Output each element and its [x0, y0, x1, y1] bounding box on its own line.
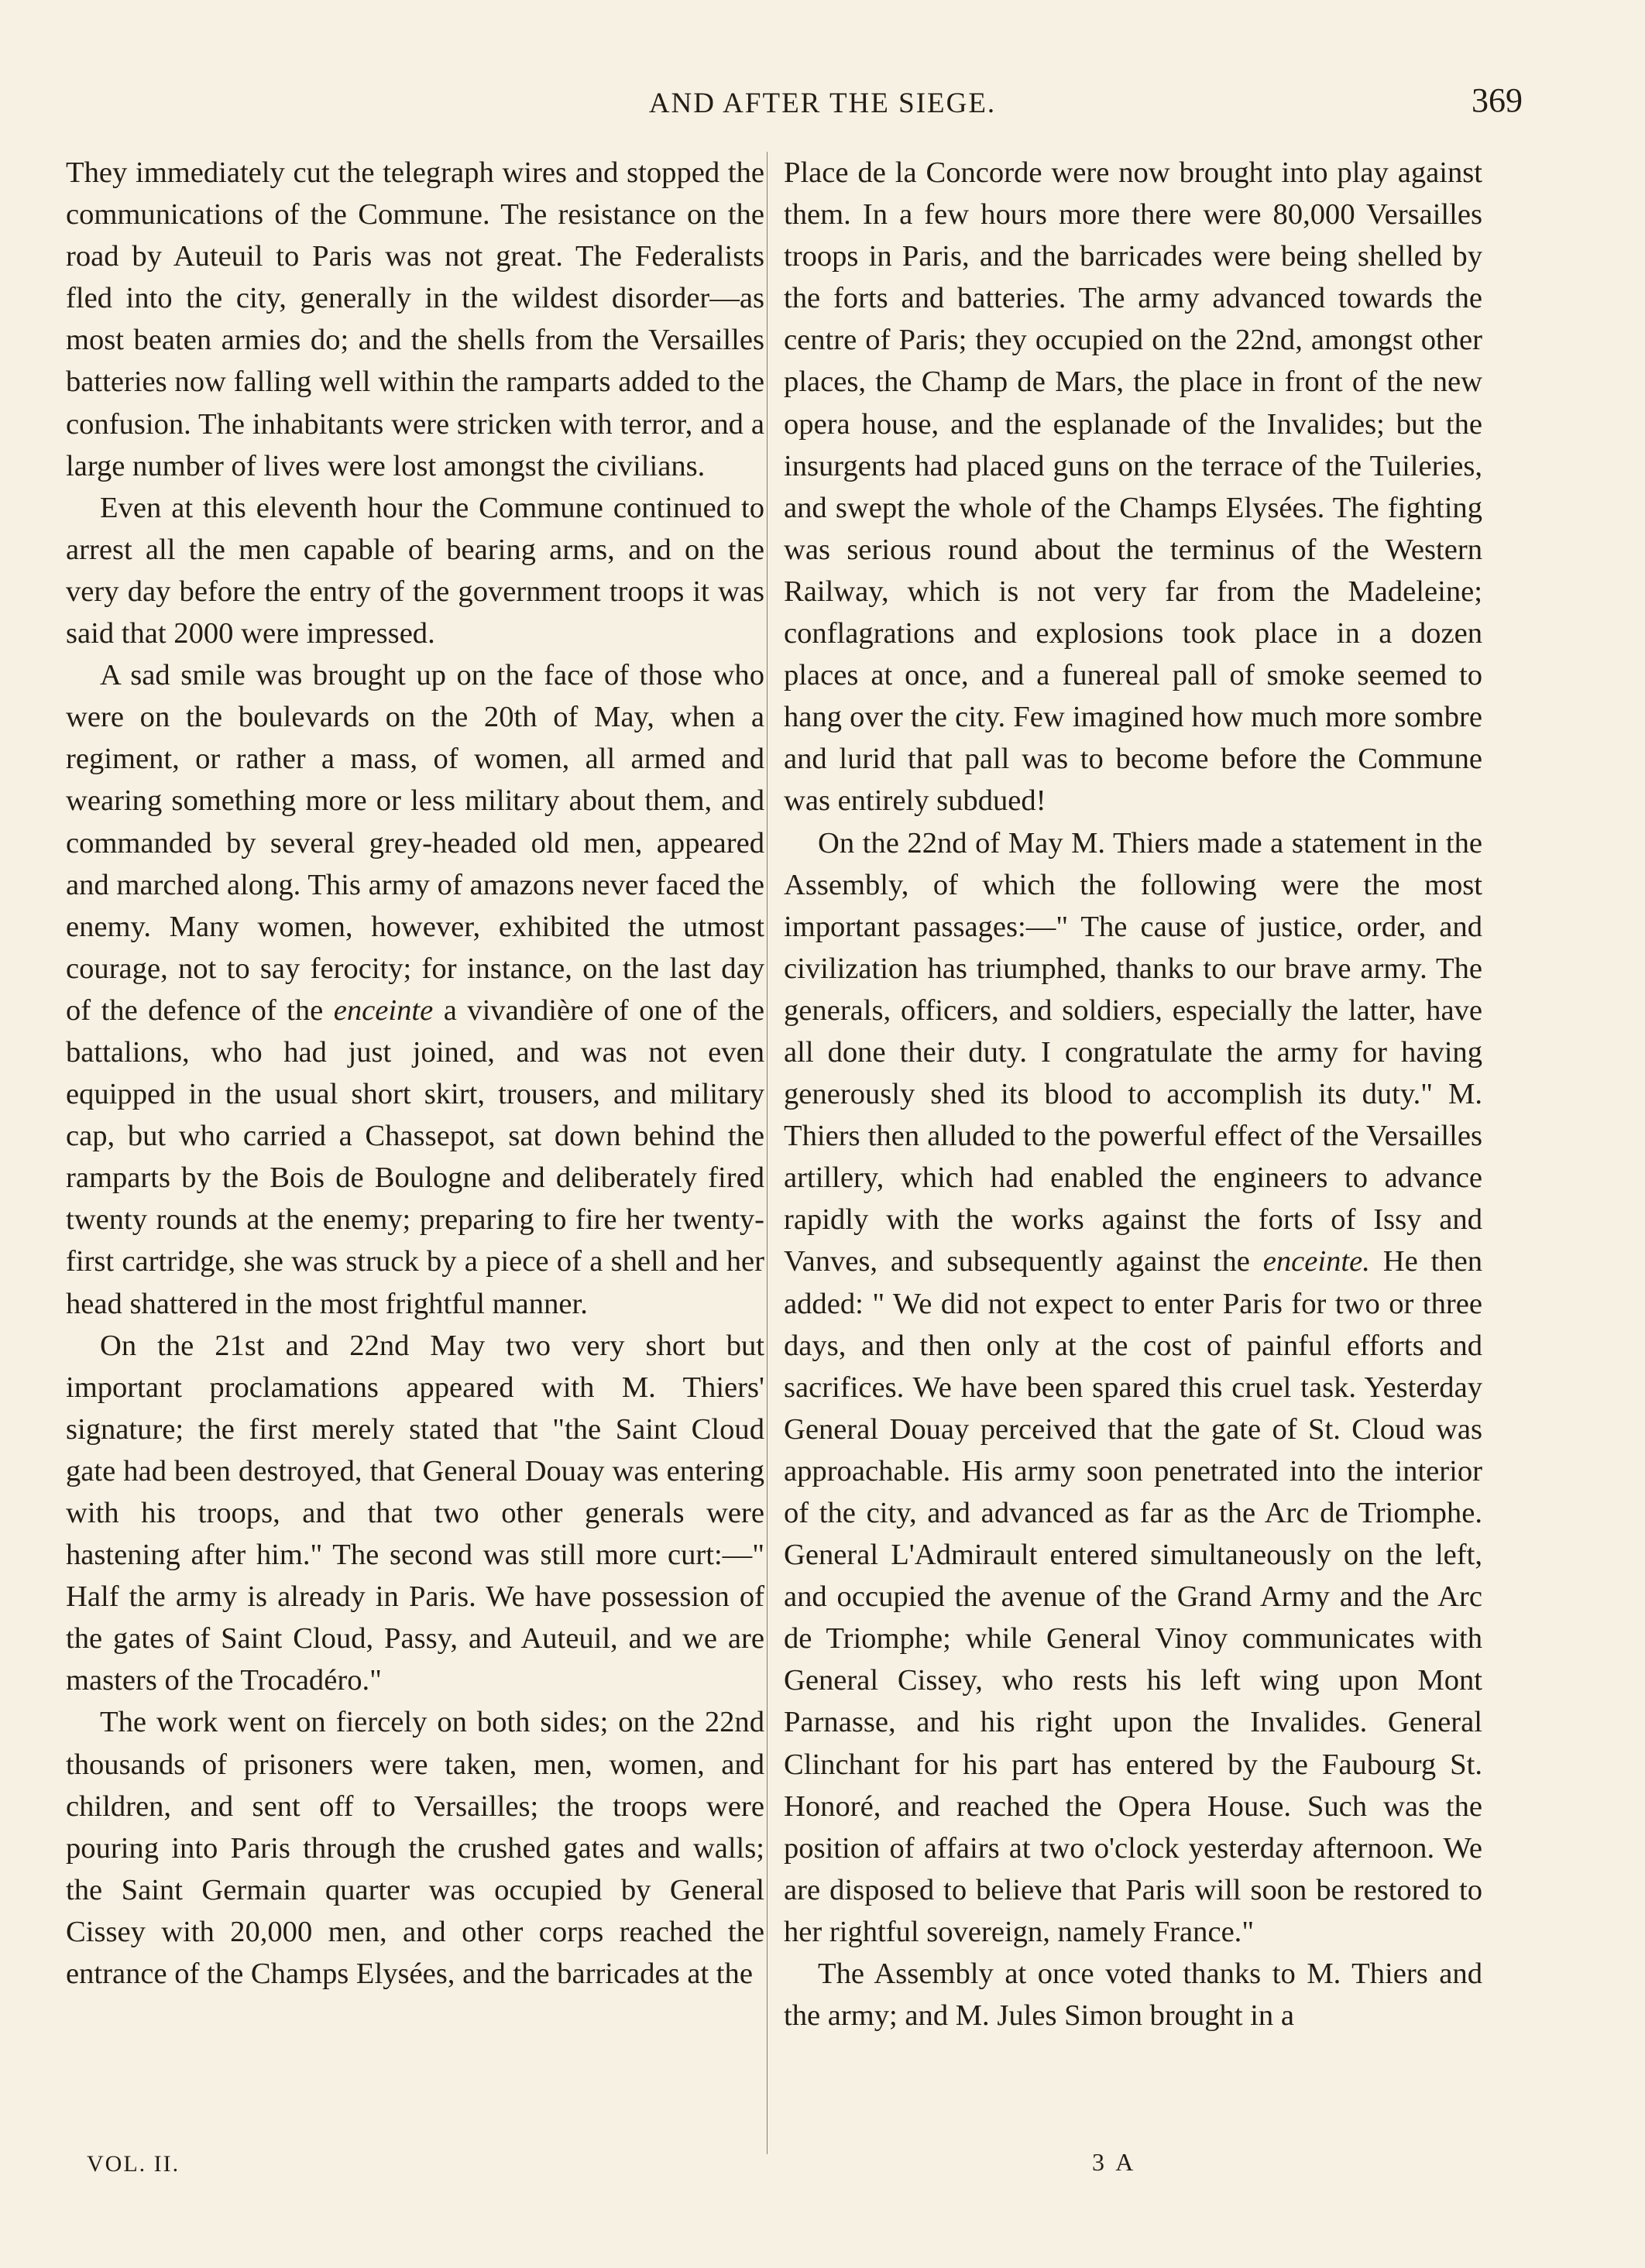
- running-head: [0, 77, 1645, 132]
- paragraph: [66, 654, 764, 1325]
- text-run: On the 22nd of May M. Thiers made a statement in the Assembly, of which the following were the most important passages:—" The cause of justice, order, and civilization has triumphed, thanks to our brave army. The generals, officers, and soldiers, especially the latter, have all done their duty. I congratulate the army for having generously shed its blood to accomplish its duty." M. Thiers then alluded to the powerful effect of the Versailles artillery, which had enabled the engineers to advance rapidly with the works against the forts of Issy and Vanves, and subsequently against the: [784, 826, 1482, 1278]
- page-number: 369: [1472, 81, 1523, 119]
- paragraph: On the 21st and 22nd May two very short but important proclamations appeared with M. Thiers' signature; the first merely stated that "the Saint Cloud gate had been destroyed, that General Douay was entering with his troops, and that two other generals were hastening after him." The second was still more curt:—" Half the army is already in Paris. We have possession of the gates of Saint Cloud, Passy, and Auteuil, and we are masters of the Trocadéro.": [66, 1329, 764, 1697]
- text-run: He then added: " We did not expect to enter Paris for two or three days, and then only at the cost of painful efforts and sacrifices. We have been spared this cruel task. Yesterday General Douay perceived that the gate of St. Cloud was approachable. His army soon penetrated into the interior of the city, and advanced as far as the Arc de Triomphe. General L'Admirault entered simultaneously on the left, and occupied the avenue of the Grand Army and the Arc de Triomphe; while General Vinoy communicates with General Cissey, who rests his left wing upon Mont Parnasse, and his right upon the Invalides. General Clinchant for his part has entered by the Faubourg St. Honoré, and reached the Opera House. Such was the position of affairs at two o'clock yesterday afternoon. We are disposed to believe that Paris will soon be restored to her rightful sovereign, namely France.": [784, 1245, 1482, 1948]
- signature-mark: 3 A: [1092, 2148, 1137, 2176]
- paragraph: They immediately cut the telegraph wires and stopped the communications of the Commune. The resistance on the road by Auteuil to Paris was not great. The Federalists fled into the city, generally in the wildest disorder—as most beaten armies do; and the shells from the Versailles batteries now falling well within the ramparts added to the confusion. The inhabitants were stricken with terror, and a large number of lives were lost amongst the civilians.: [66, 156, 764, 482]
- paragraph: [784, 822, 1482, 1954]
- column-divider: [767, 152, 768, 2154]
- volume-label: VOL. II.: [87, 2151, 180, 2177]
- paragraph: The work went on fiercely on both sides; on the 22nd thousands of prisoners were taken, men, women, and children, and sent off to Versailles; the troops were pouring into Paris through the crushed gates and walls; the Saint Germain quarter was occupied by General Cissey with 20,000 men, and other corps reached the entrance of the Champs Elysées, and the barricades at the: [66, 1706, 764, 1991]
- paragraph: Place de la Concorde were now brought into play against them. In a few hours more there were 80,000 Versailles troops in Paris, and the barricades were being shelled by the forts and batteries. The army advanced towards the centre of Paris; they occupied on the 22nd, amongst other places, the Champ de Mars, the place in front of the new opera house, and the esplanade of the Invalides; but the insurgents had placed guns on the terrace of the Tuileries, and swept the whole of the Champs Elysées. The fighting was serious round about the terminus of the Western Railway, which is not very far from the Madeleine; conflagrations and explosions took place in a dozen places at once, and a funereal pall of smoke seemed to hang over the city. Few imagined how much more sombre and lurid that pall was to become before the Commune was entirely subdued!: [784, 156, 1482, 818]
- text-run: A sad smile was brought up on the face of those who were on the boulevards on the 20th of May, when a regiment, or rather a mass, of women, all armed and wearing something more or less military about them, and commanded by several grey-headed old men, appeared and marched along. This army of amazons never faced the enemy. Many women, however, exhibited the utmost courage, not to say ferocity; for instance, on the last day of the defence of the: [66, 659, 764, 1027]
- left-column: [66, 152, 764, 1995]
- italic-term: enceinte: [333, 993, 434, 1027]
- running-title: AND AFTER THE SIEGE.: [648, 87, 997, 119]
- right-column: [784, 152, 1482, 2036]
- paragraph: The Assembly at once voted thanks to M. Thiers and the army; and M. Jules Simon brought in a: [784, 1957, 1482, 2033]
- text-run: a vivandière of one of the battalions, who had just joined, and was not even equipped in the usual short skirt, trousers, and military cap, but who carried a Chassepot, sat down behind the ramparts by the Bois de Boulogne and deliberately fired twenty rounds at the enemy; preparing to fire her twenty-first cartridge, she was struck by a piece of a shell and her head shattered in the most frightful manner.: [66, 993, 765, 1320]
- paragraph: Even at this eleventh hour the Commune continued to arrest all the men capable of bearing arms, and on the very day before the entry of the government troops it was said that 2000 were impressed.: [66, 491, 764, 650]
- italic-term: enceinte.: [1262, 1245, 1370, 1278]
